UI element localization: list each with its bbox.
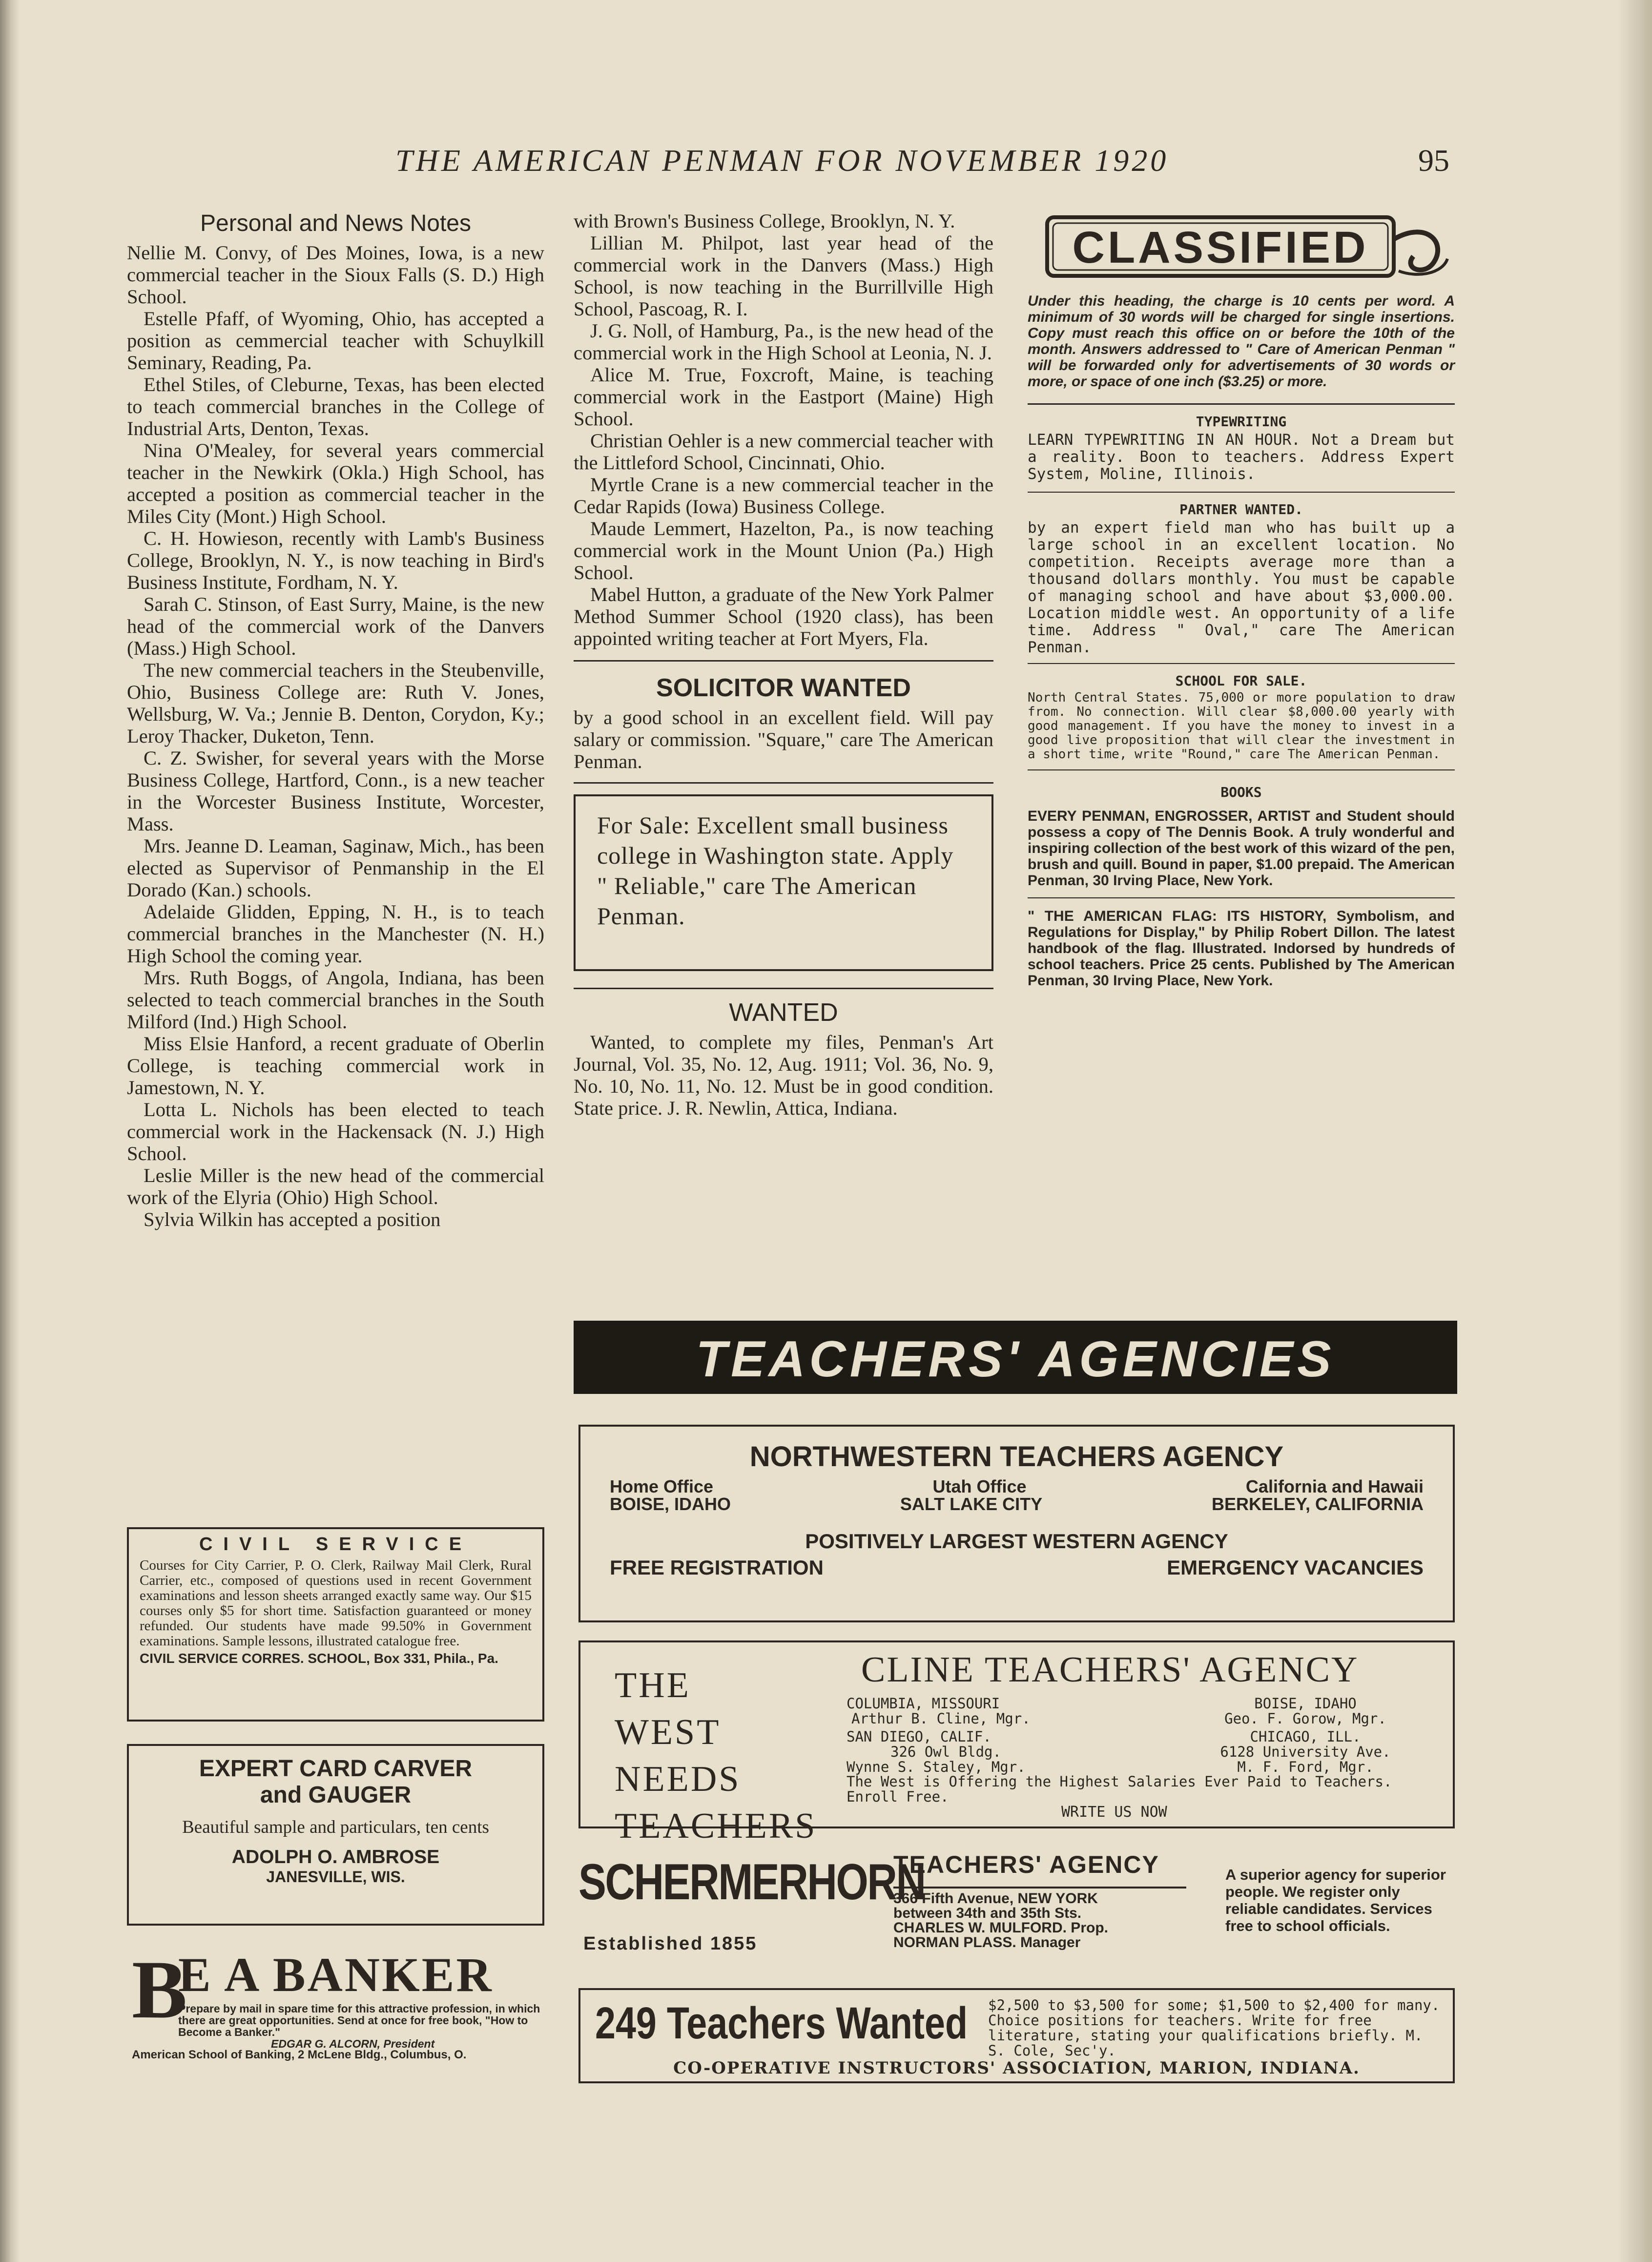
teachers-wanted-body: $2,500 to $3,500 for some; $1,500 to $2,400 for many. Choice positions for teachers. Write for free literature, stating your qualifications briefly. M. S. Cole, Sec'y. bbox=[988, 1997, 1440, 2059]
ad-heading: BOOKS bbox=[1220, 784, 1262, 800]
news-paragraph: Nellie M. Convy, of Des Moines, Iowa, is a new commercial teacher in the Sioux Falls (S. D.) High School. bbox=[127, 242, 544, 308]
office-city: SALT LAKE CITY bbox=[900, 1494, 1043, 1514]
solicitor-title: SOLICITOR WANTED bbox=[656, 674, 911, 702]
news-column-1 bbox=[127, 210, 544, 1230]
news-title: Personal and News Notes bbox=[200, 210, 471, 236]
divider bbox=[1028, 769, 1455, 770]
address-line: between 34th and 35th Sts. bbox=[893, 1905, 1082, 1921]
office-manager: Arthur B. Cline, Mgr. bbox=[851, 1710, 1031, 1727]
news-paragraph: Mabel Hutton, a graduate of the New York Palmer Method Summer School (1920 class), has been appointed writing teacher at Fort Myers, Fla. bbox=[574, 583, 993, 649]
banker-school: American School of Banking, 2 McLene Bldg., Columbus, O. bbox=[132, 2048, 467, 2061]
office-city: CHICAGO, ILL. bbox=[1250, 1728, 1361, 1745]
news-column-2 bbox=[574, 210, 993, 1119]
ad-body: LEARN TYPEWRITING IN AN HOUR. Not a Dream but a reality. Boon to teachers. Address Expert System, Moline, Illinois. bbox=[1028, 431, 1455, 483]
wanted-title: WANTED bbox=[729, 998, 838, 1027]
office-row-labels bbox=[610, 1478, 1424, 1495]
cline-strip-line: The West is Offering the Highest Salaries Ever Paid to Teachers. bbox=[847, 1773, 1392, 1790]
address-line: NORMAN PLASS. Manager bbox=[893, 1934, 1081, 1951]
banker-president: EDGAR G. ALCORN, President bbox=[271, 2037, 435, 2050]
office-label: California and Hawaii bbox=[1245, 1476, 1424, 1496]
cline-left-line: TEACHERS bbox=[615, 1806, 817, 1846]
news-paragraph: Myrtle Crane is a new commercial teacher in the Cedar Rapids (Iowa) Business College. bbox=[574, 474, 993, 518]
northwestern-slogan: POSITIVELY LARGEST WESTERN AGENCY bbox=[805, 1530, 1228, 1553]
divider bbox=[1028, 663, 1455, 664]
news-paragraph: Estelle Pfaff, of Wyoming, Ohio, has accepted a position as cemmercial teacher with Schuylkill Seminary, Reading, Pa. bbox=[127, 308, 544, 374]
news-paragraph: Mrs. Jeanne D. Leaman, Saginaw, Mich., has been elected as Supervisor of Penmanship in the El Dorado (Kan.) schools. bbox=[127, 835, 544, 901]
running-header: THE AMERICAN PENMAN FOR NOVEMBER 1920 bbox=[395, 143, 1169, 178]
classified-column bbox=[1028, 210, 1455, 989]
cline-left-heading bbox=[615, 1662, 817, 1849]
office-row-cities bbox=[610, 1495, 1424, 1513]
office-manager: M. F. Ford, Mgr. bbox=[1237, 1759, 1374, 1775]
teachers-wanted-association: CO-OPERATIVE INSTRUCTORS' ASSOCIATION, MARION, INDIANA. bbox=[673, 2058, 1360, 2078]
solicitor-body: by a good school in an excellent field. Will pay salary or commission. "Square," care The American Penman. bbox=[574, 706, 993, 772]
cline-left-line: THE bbox=[615, 1665, 691, 1705]
northwestern-agency-ad bbox=[578, 1425, 1455, 1622]
office-label: Utah Office bbox=[932, 1476, 1027, 1496]
banker-ad bbox=[132, 1944, 552, 2065]
news-paragraph: Nina O'Mealey, for several years commercial teacher in the Newkirk (Okla.) High School, has accepted a position as commercial teacher in the Miles City (Mont.) High School. bbox=[127, 439, 544, 527]
news-paragraph: Alice M. True, Foxcroft, Maine, is teaching commercial work in the Eastport (Maine) High School. bbox=[574, 364, 993, 430]
cline-office-b bbox=[1218, 1696, 1393, 1775]
teachers-wanted-title: 249 Teachers Wanted bbox=[595, 1998, 968, 2048]
card-carver-body: Beautiful sample and particulars, ten cents bbox=[182, 1817, 489, 1837]
divider bbox=[574, 660, 993, 662]
news-paragraph: Mrs. Ruth Boggs, of Angola, Indiana, has been selected to teach commercial branches in the South Milford (Ind.) High School. bbox=[127, 967, 544, 1033]
news-paragraph: C. H. Howieson, recently with Lamb's Business College, Brooklyn, N. Y., is now teaching in Bird's Business Institute, Fordham, N. Y. bbox=[127, 527, 544, 593]
divider bbox=[574, 782, 993, 784]
news-paragraph: Sarah C. Stinson, of East Surry, Maine, is the new head of the commercial work of the Danvers (Mass.) High School. bbox=[127, 593, 544, 659]
banker-title: E A BANKER bbox=[178, 1948, 494, 2002]
address-line: CHARLES W. MULFORD. Prop. bbox=[893, 1920, 1108, 1936]
wanted-body: Wanted, to complete my files, Penman's Art Journal, Vol. 35, No. 12, Aug. 1911; Vol. 36, No. 9, No. 10, No. 11, No. 12. Must be in good condition. State price. J. R. Newlin, Attica, Indiana. bbox=[574, 1031, 993, 1119]
ad-heading: SCHOOL FOR SALE. bbox=[1175, 673, 1307, 689]
cline-write: WRITE US NOW bbox=[1061, 1804, 1167, 1821]
schermerhorn-tagline: A superior agency for superior people. We register only reliable candidates. Services free to school officials. bbox=[1225, 1866, 1446, 1934]
for-sale-box: For Sale: Excellent small business college in Washington state. Apply " Reliable," care The American Penman. bbox=[574, 794, 993, 971]
northwestern-title: NORTHWESTERN TEACHERS AGENCY bbox=[749, 1441, 1284, 1473]
news-paragraph: J. G. Noll, of Hamburg, Pa., is the new head of the commercial work in the High School at Leonia, N. J. bbox=[574, 320, 993, 364]
civil-service-signature: CIVIL SERVICE CORRES. SCHOOL, Box 331, Phila., Pa. bbox=[140, 1651, 498, 1666]
office-city: BOISE, IDAHO bbox=[610, 1494, 731, 1514]
schermerhorn-address bbox=[893, 1887, 1186, 1950]
civil-service-body: Courses for City Carrier, P. O. Clerk, Railway Mail Clerk, Rural Carrier, etc., composed of questions used in recent Government examinations and lesson sheets arranged exactly same way. Our $15 courses only $5 for short time. Satisfaction guaranteed or money refunded. Our students have made 99.50% in Government examinations. Sample lessons, illustrated catalogue free. bbox=[140, 1557, 532, 1649]
office-manager: Wynne S. Staley, Mgr. bbox=[847, 1759, 1026, 1775]
address-line: 366 Fifth Avenue, NEW YORK bbox=[893, 1890, 1098, 1907]
news-paragraph: Miss Elsie Hanford, a recent graduate of Oberlin College, is teaching commercial work in Jamestown, N. Y. bbox=[127, 1033, 544, 1099]
cline-left-line: NEEDS bbox=[615, 1759, 741, 1799]
card-carver-subtitle: and GAUGER bbox=[260, 1782, 412, 1808]
divider bbox=[1028, 897, 1455, 898]
classified-banner-text: CLASSIFIED bbox=[1072, 223, 1369, 272]
ad-heading: TYPEWRITING bbox=[1196, 414, 1287, 430]
cline-strip bbox=[847, 1774, 1392, 1805]
banker-initial: B bbox=[132, 1944, 187, 2035]
cline-left-line: WEST bbox=[615, 1712, 721, 1752]
civil-service-ad bbox=[127, 1527, 544, 1722]
card-carver-city: JANESVILLE, WIS. bbox=[266, 1868, 405, 1886]
teachers-agencies-title: TEACHERS' AGENCIES bbox=[696, 1331, 1335, 1388]
card-carver-ad bbox=[127, 1744, 544, 1926]
classified-intro: Under this heading, the charge is 10 cents per word. A minimum of 30 words will be charged for single insertions. Copy must reach this office on or before the 10th of the month. Answers addressed to " Care of American Penman " will be forwarded only for advertisements of 30 words or more, or space of one inch ($3.25) or more. bbox=[1028, 293, 1455, 390]
cline-agency-ad bbox=[578, 1640, 1455, 1846]
news-paragraph: Lillian M. Philpot, last year head of the commercial work in the Danvers (Mass.) High School, is now teaching in the Burrillville High School, Pascoag, R. I. bbox=[574, 232, 993, 320]
news-paragraph: Maude Lemmert, Hazelton, Pa., is now teaching commercial work in the Mount Union (Pa.) High School. bbox=[574, 518, 993, 583]
classified-banner bbox=[1028, 210, 1455, 283]
ad-heading: PARTNER WANTED. bbox=[1179, 501, 1303, 518]
news-paragraph: Lotta L. Nichols has been elected to teach commercial work in the Hackensack (N. J.) High School. bbox=[127, 1099, 544, 1164]
banker-text: Prepare by mail in spare time for this attractive profession, in which there are great opportunities. Send at once for free book, "How to Become a Banker." bbox=[178, 2002, 540, 2038]
ad-body: " THE AMERICAN FLAG: ITS HISTORY, Symbolism, and Regulations for Display," by Philip Robert Dillon. The latest handbook of the flag. Illustrated. Indorsed by hundreds of school teachers. Price 25 cents. Published by The American Penman, 30 Irving Place, New York. bbox=[1028, 908, 1455, 989]
news-paragraph: The new commercial teachers in the Steubenville, Ohio, Business College are: Ruth V. Jones, Wellsburg, W. Va.; Jennie B. Denton, Corydon, Ky.; Leroy Thacker, Duketon, Tenn. bbox=[127, 659, 544, 747]
news-paragraph: Adelaide Glidden, Epping, N. H., is to teach commercial branches in the Manchester (N. H.) High School the coming year. bbox=[127, 901, 544, 967]
divider bbox=[574, 988, 993, 989]
cline-strip-line: Enroll Free. bbox=[847, 1788, 949, 1805]
classified-banner-graphic bbox=[1028, 210, 1455, 283]
ad-body: by an expert field man who has built up a large school in an excellent location. No competition. Receipts average more than a thousand dollars monthly. You must be capable of managing school and have about $3,000.00. Location middle west. An opportunity of a life time. Address " Oval," care The American Penman. bbox=[1028, 519, 1455, 656]
news-paragraph: Christian Oehler is a new commercial teacher with the Littleford School, Cincinnati, Ohio. bbox=[574, 430, 993, 474]
divider bbox=[1028, 403, 1455, 405]
ad-body: North Central States. 75,000 or more population to draw from. No connection. Will clear $8,000.00 yearly with good management. If you have the money to invest in a good live proposition that will clear the investment in a short time, write "Round," care The American Penman. bbox=[1028, 690, 1455, 762]
office-city: SAN DIEGO, CALIF. bbox=[847, 1728, 991, 1745]
office-city: BOISE, IDAHO bbox=[1254, 1695, 1357, 1712]
schermerhorn-established: Established 1855 bbox=[583, 1933, 758, 1954]
cline-office-a bbox=[847, 1696, 1031, 1775]
schermerhorn-name: SCHERMERHORN bbox=[578, 1854, 925, 1910]
office-manager: Geo. F. Gorow, Mgr. bbox=[1224, 1710, 1386, 1727]
page-number: 95 bbox=[1418, 143, 1449, 178]
card-carver-title: EXPERT CARD CARVER bbox=[199, 1756, 473, 1782]
card-carver-name: ADOLPH O. AMBROSE bbox=[231, 1847, 440, 1868]
teachers-wanted-ad bbox=[578, 1988, 1455, 2083]
emergency-vacancies: EMERGENCY VACANCIES bbox=[1167, 1556, 1424, 1579]
northwestern-footer bbox=[610, 1556, 1424, 1579]
office-city: BERKELEY, CALIFORNIA bbox=[1211, 1494, 1424, 1514]
office-address: 326 Owl Bldg. bbox=[890, 1743, 1001, 1760]
ad-body: EVERY PENMAN, ENGROSSER, ARTIST and Student should possess a copy of The Dennis Book. A truly wonderful and inspiring collection of the best work of this wizard of the pen, brush and quill. Bound in paper, $1.00 prepaid. The American Penman, 30 Irving Place, New York. bbox=[1028, 808, 1455, 889]
divider bbox=[1028, 492, 1455, 493]
civil-service-title: CIVIL SERVICE bbox=[199, 1534, 473, 1555]
news-paragraph: Ethel Stiles, of Cleburne, Texas, has been elected to teach commercial branches in the College of Industrial Arts, Denton, Texas. bbox=[127, 374, 544, 439]
news-paragraph: Leslie Miller is the new head of the commercial work of the Elyria (Ohio) High School. bbox=[127, 1164, 544, 1208]
schermerhorn-ad bbox=[578, 1847, 1455, 1973]
news-paragraph: Sylvia Wilkin has accepted a position bbox=[144, 1208, 441, 1230]
free-registration: FREE REGISTRATION bbox=[610, 1556, 824, 1579]
banker-body bbox=[178, 2003, 549, 2050]
cline-title: CLINE TEACHERS' AGENCY bbox=[861, 1650, 1359, 1690]
news-paragraph: C. Z. Swisher, for several years with the Morse Business College, Hartford, Conn., is a new teacher in the Worcester Business Institute, Worcester, Mass. bbox=[127, 747, 544, 835]
office-address: 6128 University Ave. bbox=[1220, 1743, 1391, 1760]
office-city: COLUMBIA, MISSOURI bbox=[847, 1695, 1000, 1712]
office-label: Home Office bbox=[610, 1476, 714, 1496]
schermerhorn-tag: TEACHERS' AGENCY bbox=[893, 1851, 1159, 1878]
news-paragraph: with Brown's Business College, Brooklyn, N. Y. bbox=[574, 210, 955, 232]
teachers-agencies-banner bbox=[574, 1321, 1457, 1394]
